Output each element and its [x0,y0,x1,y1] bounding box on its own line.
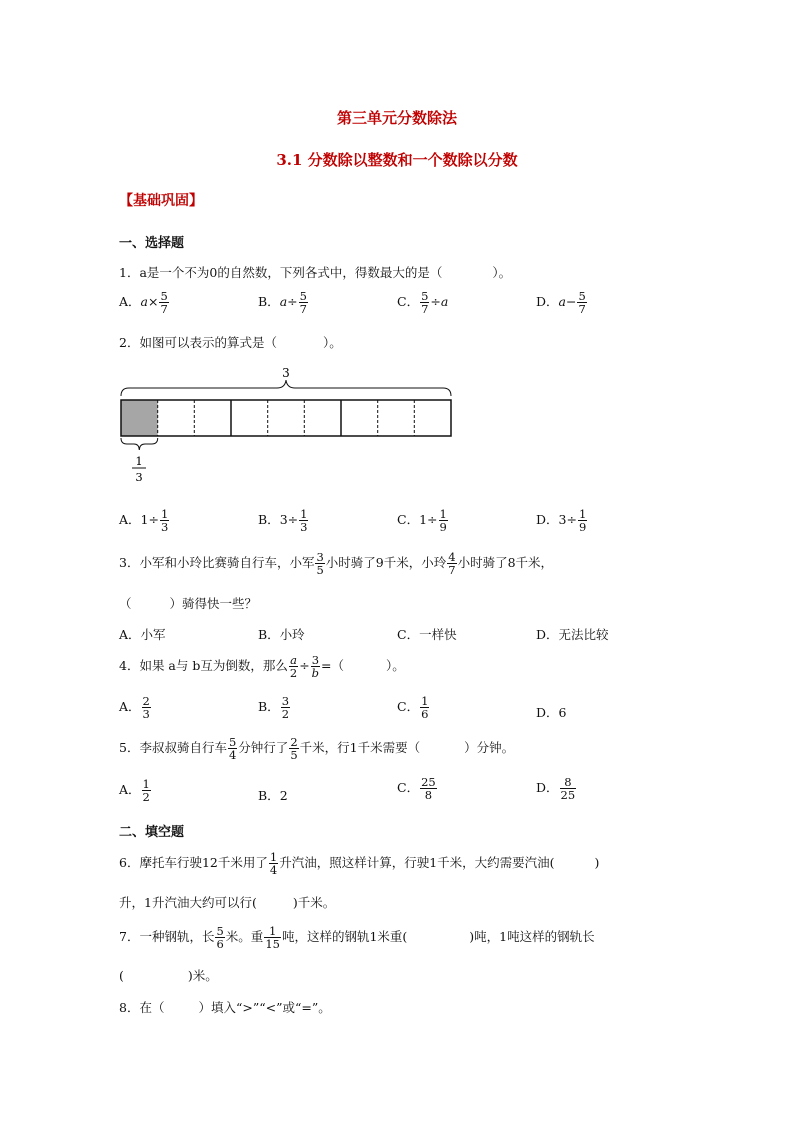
q3-option-d: D．无法比较 [536,627,609,642]
q5-option-a: A． $\frac{1}{2}$ [119,777,150,805]
question-2 [119,333,342,351]
q1-option-a: A．a× $\frac{5}{7}$ [119,289,168,317]
q2-stem: 2．如图可以表示的算式是（ [119,335,277,350]
question-7: 7．一种钢轨，长 $\frac{5}{6}$ 米。重 $\frac{1}{15}$ 吨，这样的钢轨1米重( )吨，1吨这样的钢轨长 [119,924,595,952]
q2-option-d: D．3÷ $\frac{1}{9}$ [536,507,587,535]
brace-label-num: 1 [135,454,143,468]
part2-heading: 二、填空题 [119,825,185,840]
q4-option-c: C． $\frac{1}{6}$ [397,694,429,722]
q2-fraction-bar-diagram [110,362,470,492]
q4-option-a: A． $\frac{2}{3}$ [119,694,150,722]
bottom-brace [121,438,158,450]
q5-option-b: B．2 [258,788,288,803]
q3-option-a: A．小军 [119,627,166,642]
question-8: 8．在（ ）填入“>”“<”或“=”。 [119,1000,331,1015]
question-6-line2: 升，1升汽油大约可以行( )千米。 [119,895,336,910]
part1-heading: 一、选择题 [119,236,185,251]
q3-option-b: B．小玲 [258,627,305,642]
q4-option-d: D．6 [536,705,567,720]
shaded-part [121,400,158,436]
q2-option-b: B．3÷ $\frac{1}{3}$ [258,507,308,535]
section-label: 【基础巩固】 [119,193,203,209]
question-3-line2: （ ）骑得快一些？ [119,596,258,611]
q5-option-c: C． $\frac{25}{8}$ [397,775,436,803]
q1-stem: 1．a是一个不为0的自然数，下列各式中，得数最大的是（ [119,265,443,280]
fraction-bar [121,400,451,436]
brace-label-top: 3 [282,366,290,380]
question-4: 4．如果 a与 b互为倒数，那么 $\frac{a}{2}$ ÷ $\frac{3}{b}$ =（ ）。 [119,653,405,681]
question-3: 3．小军和小玲比赛骑自行车，小军 $\frac{3}{5}$ 小时骑了9千米，小玲 $\frac{4}{7}$ 小时骑了8千米， [119,550,554,578]
top-brace [121,380,451,396]
brace-label-den: 3 [135,470,143,484]
q1-option-d: D．a− $\frac{5}{7}$ [536,289,586,317]
q1-option-b: B．a÷ $\frac{5}{7}$ [258,289,307,317]
question-6: 6．摩托车行驶12千米用了 $\frac{1}{4}$ 升汽油，照这样计算，行驶1千米，大约需要汽油( ) [119,850,600,878]
unit-title: 第三单元分数除法 [336,109,457,127]
q2-option-c: C．1÷ $\frac{1}{9}$ [397,507,447,535]
q2-option-a: A．1÷ $\frac{1}{3}$ [119,507,169,535]
q2-stem-end: ）。 [322,335,342,350]
q1-option-c: C． $\frac{5}{7}$ ÷a [397,289,449,317]
lesson-title: 3.1 分数除以整数和一个数除以分数 [276,151,518,169]
q4-option-b: B． $\frac{3}{2}$ [258,694,290,722]
q3-option-c: C．一样快 [397,627,457,642]
q1-stem-end: ）。 [492,265,512,280]
question-7-line2: ( )米。 [119,968,218,983]
q5-option-d: D． $\frac{8}{25}$ [536,775,576,803]
question-1 [119,263,511,281]
question-5: 5．李叔叔骑自行车 $\frac{5}{4}$ 分钟行了 $\frac{2}{5}$ 千米，行1千米需要（ ）分钟。 [119,735,515,763]
